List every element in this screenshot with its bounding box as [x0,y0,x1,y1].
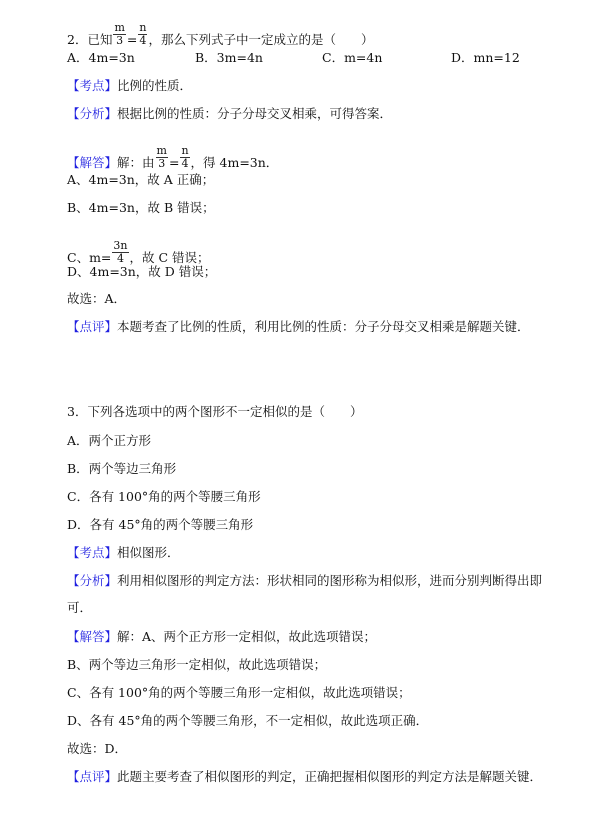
dianping-tag: 【点评】 [67,769,118,784]
denominator: 3 [158,157,166,170]
q3-option-b: B．两个等边三角形 [67,461,177,476]
dianping-text: 此题主要考查了相似图形的判定，正确把握相似图形的判定方法是解题关键． [117,769,543,784]
c-pre: C、m= [67,250,112,265]
q2-option-a: A．4m=3n [67,50,135,65]
fraction [180,145,189,170]
fenxi-tag: 【分析】 [67,573,118,588]
q2-option-b: B．3m=4n [195,50,263,65]
q3-fenxi [67,573,542,589]
q2-line-d: D、4m=3n，故 D 错误； [67,264,217,279]
kaodian-tag: 【考点】 [67,78,118,93]
numerator: n [139,21,147,34]
q3-line-d: D、各有 45°角的两个等腰三角形，不一定相似，故此选项正确． [67,713,429,728]
denominator: 4 [181,157,189,170]
equals: = [168,155,180,170]
numerator: m [114,21,125,34]
denominator: 3 [116,34,124,47]
q3-line-b: B、两个等边三角形一定相似，故此选项错误； [67,657,327,672]
jieda-post: ，得 4m=3n． [190,155,279,170]
kaodian-tag: 【考点】 [67,545,118,560]
fraction [156,145,168,170]
kaodian-text: 比例的性质． [117,78,193,93]
q2-stem-post: ，那么下列式子中一定成立的是（ ） [148,32,374,47]
fraction [113,22,125,47]
jieda-pre: 解：由 [117,155,155,170]
q2-line-a: A、4m=3n，故 A 正确； [67,172,215,187]
numerator: 3n [113,239,128,252]
q3-option-a: A．两个正方形 [67,433,152,448]
denominator: 4 [139,34,147,47]
jieda-text: 解：A、两个正方形一定相似，故此选项错误； [117,629,377,644]
numerator: m [156,144,167,157]
q2-kaodian [67,78,192,94]
q2-stem [67,22,373,48]
fenxi-tag: 【分析】 [67,106,118,121]
q2-option-d: D．mn=12 [451,50,520,65]
q3-line-c: C、各有 100°角的两个等腰三角形一定相似，故此选项错误； [67,685,411,700]
kaodian-text: 相似图形． [117,545,180,560]
numerator: n [181,144,189,157]
jieda-tag: 【解答】 [67,629,118,644]
dianping-tag: 【点评】 [67,319,118,334]
q2-option-c: C．m=4n [322,50,383,65]
q3-fenxi-cont: 可． [67,600,93,615]
fenxi-text: 利用相似图形的判定方法：形状相同的图形称为相似形，进而分别判断得出即 [117,573,543,588]
q3-answer: 故选：D． [67,741,128,756]
fenxi-text: 根据比例的性质：分子分母交叉相乘，可得答案． [117,106,393,121]
q2-dianping [67,319,530,335]
denominator: 4 [116,252,124,265]
q2-line-b: B、4m=3n，故 B 错误； [67,200,215,215]
q3-option-d: D．各有 45°角的两个等腰三角形 [67,517,254,532]
q2-jieda [67,145,278,171]
q3-stem: 3．下列各选项中的两个图形不一定相似的是（ ） [67,404,363,419]
q3-kaodian [67,545,180,561]
q3-option-c: C．各有 100°角的两个等腰三角形 [67,489,261,504]
q2-line-c [67,240,210,266]
q2-answer: 故选：A． [67,291,127,306]
fraction [112,240,128,265]
equals: = [126,32,138,47]
c-post: ，故 C 错误； [129,250,210,265]
q2-fenxi [67,106,392,122]
q2-stem-pre: 2．已知 [67,32,113,47]
q3-jieda [67,629,376,645]
q3-dianping [67,769,542,785]
jieda-tag: 【解答】 [67,155,118,170]
dianping-text: 本题考查了比例的性质，利用比例的性质：分子分母交叉相乘是解题关键． [117,319,530,334]
fraction [138,22,147,47]
